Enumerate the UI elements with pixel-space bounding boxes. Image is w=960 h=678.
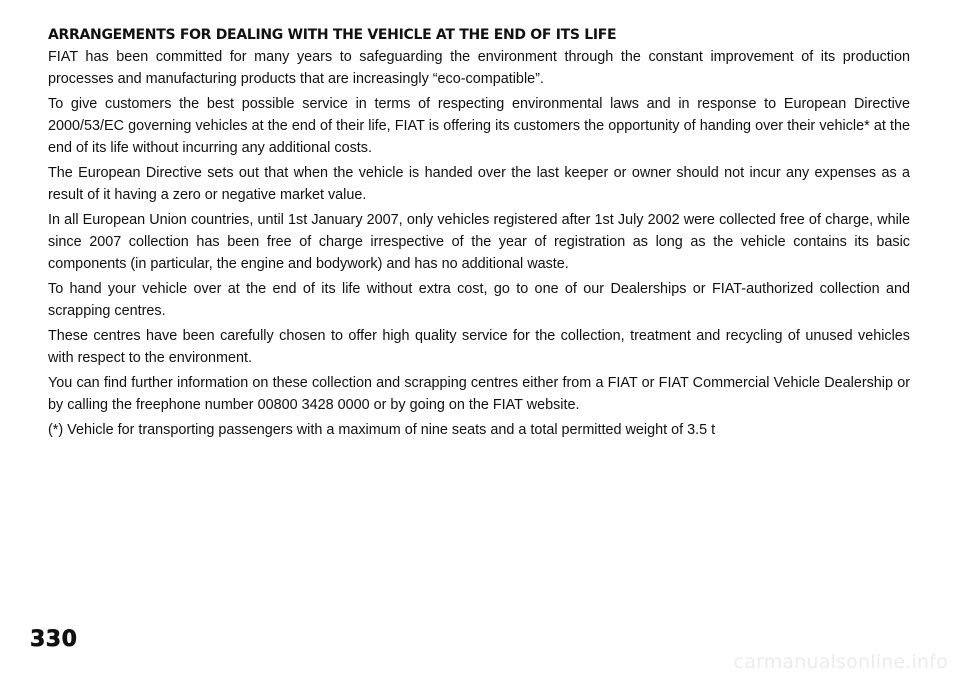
paragraph-further-info: You can find further information on these collection and scrapping centres either from a FIAT or FIAT Commercial Vehicle Dealership or by calling the freephone number 00800 3428 0000 or by going on the FIAT website. bbox=[48, 375, 910, 413]
paragraph-eu-countries: In all European Union countries, until 1st January 2007, only vehicles registered after 1st July 2002 were collected free of charge, while since 2007 collection has been free of charge irrespective of the year of registration as long as the vehicle contains its basic components (in particular, the engine and bodywork) and has no additional waste. bbox=[48, 212, 910, 272]
paragraph-commitment: FIAT has been committed for many years to safeguarding the environment through the constant improvement of its production processes and manufacturing products that are increasingly “eco-compatible”. bbox=[48, 49, 910, 87]
paragraph-hand-over: To hand your vehicle over at the end of its life without extra cost, go to one of our Dealerships or FIAT-authorized collection and scrapping centres. bbox=[48, 281, 910, 319]
paragraph-directive: To give customers the best possible service in terms of respecting environmental laws and in response to European Directive 2000/53/EC governing vehicles at the end of their life, FIAT is offering its customers the opportunity of handing over their vehicle* at the end of its life without incurring any additional costs. bbox=[48, 96, 910, 156]
watermark: carmanualsonline.info bbox=[733, 651, 948, 673]
section-heading: ARRANGEMENTS FOR DEALING WITH THE VEHICLE AT THE END OF ITS LIFE bbox=[48, 27, 617, 43]
page-number: 330 bbox=[30, 627, 78, 652]
paragraph-no-expenses: The European Directive sets out that when the vehicle is handed over the last keeper or owner should not incur any expenses as a result of it having a zero or negative market value. bbox=[48, 165, 910, 203]
document-body bbox=[48, 24, 910, 444]
footnote: (*) Vehicle for transporting passengers with a maximum of nine seats and a total permitted weight of 3.5 t bbox=[48, 422, 716, 438]
paragraph-centres: These centres have been carefully chosen to offer high quality service for the collection, treatment and recycling of unused vehicles with respect to the environment. bbox=[48, 328, 910, 366]
